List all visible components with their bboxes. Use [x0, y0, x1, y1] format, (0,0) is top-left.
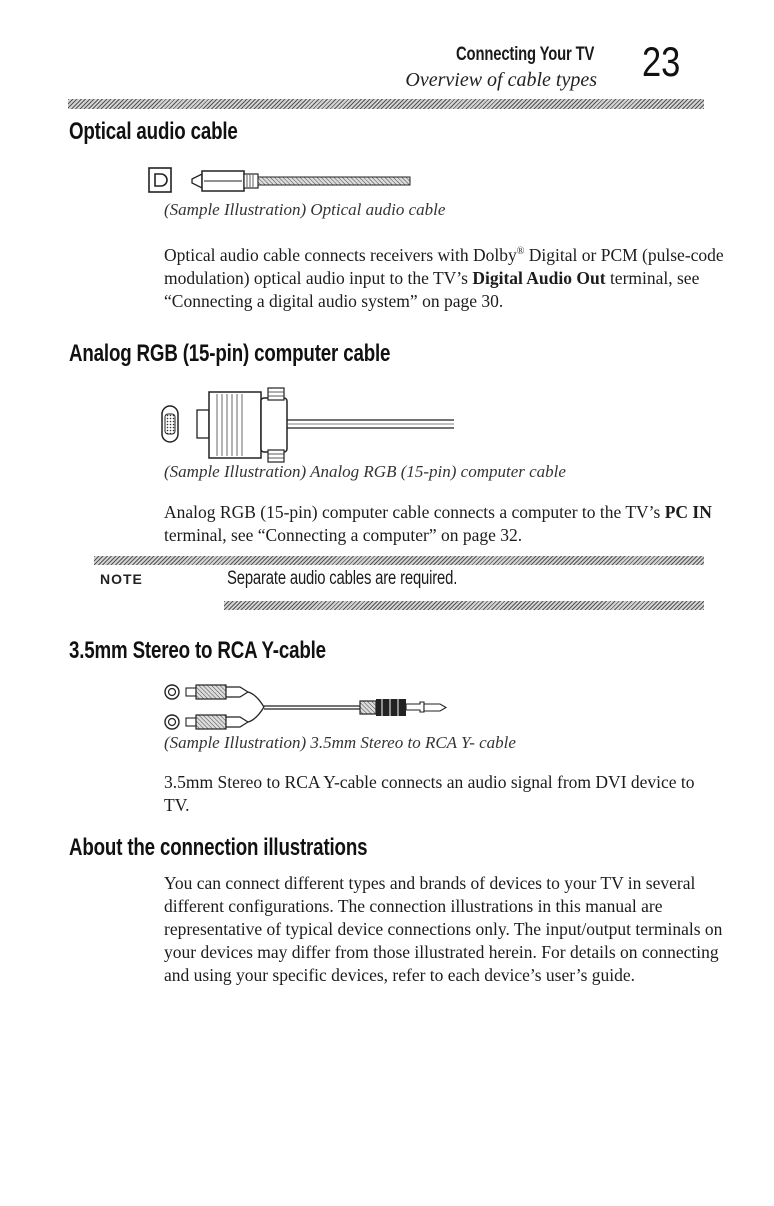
note-bottom-rule: [224, 601, 704, 610]
optical-text-1: Optical audio cable connects receivers with Dolby: [164, 244, 517, 265]
digital-audio-out-label: Digital Audio Out: [472, 267, 606, 288]
rgb-text-2: terminal, see “Connecting a computer” on page 32.: [164, 525, 523, 545]
page-number: 23: [642, 38, 681, 85]
stereo-cable-illustration: [164, 680, 454, 736]
rgb-caption: (Sample Illustration) Analog RGB (15-pin) computer cable: [164, 462, 566, 481]
optical-caption: (Sample Illustration) Optical audio cable: [164, 200, 446, 219]
note-text: Separate audio cables are required.: [227, 568, 458, 589]
pc-in-label: PC IN: [664, 502, 712, 522]
rgb-text-1: Analog RGB (15-pin) computer cable connects a computer to the TV’s: [164, 502, 665, 522]
rgb-heading: Analog RGB (15-pin) computer cable: [69, 340, 391, 367]
about-description: You can connect different types and brands of devices to your TV in several different configurations. The connection illustrations in this manual are representative of typical device connections only. The input/output terminals on your devices may differ from those illustrated herein. For details on connecting and using your specific devices, refer to each device’s user’s guide.: [164, 873, 723, 985]
note-label: NOTE: [100, 571, 143, 587]
header-rule: [68, 99, 704, 109]
stereo-caption: (Sample Illustration) 3.5mm Stereo to RCA Y- cable: [164, 733, 516, 752]
about-heading: About the connection illustrations: [69, 834, 368, 861]
stereo-heading: 3.5mm Stereo to RCA Y-cable: [69, 637, 326, 664]
stereo-description: 3.5mm Stereo to RCA Y-cable connects an audio signal from DVI device to TV.: [164, 772, 695, 815]
optical-cable-illustration: [148, 165, 418, 197]
chapter-title: Connecting Your TV: [456, 44, 595, 65]
optical-heading: Optical audio cable: [69, 118, 238, 145]
registered-mark: ®: [516, 246, 525, 257]
section-subtitle: Overview of cable types: [405, 69, 597, 91]
optical-text-3: terminal, see “Connecting a digital audio system” on page 30.: [164, 267, 700, 311]
rgb-description: [164, 501, 724, 547]
rgb-cable-illustration: [160, 384, 460, 468]
optical-description: [164, 240, 724, 313]
optical-text-2: Digital or PCM (pulse-code modulation) optical audio input to the TV’s: [164, 244, 724, 288]
note-top-rule: [94, 556, 704, 565]
